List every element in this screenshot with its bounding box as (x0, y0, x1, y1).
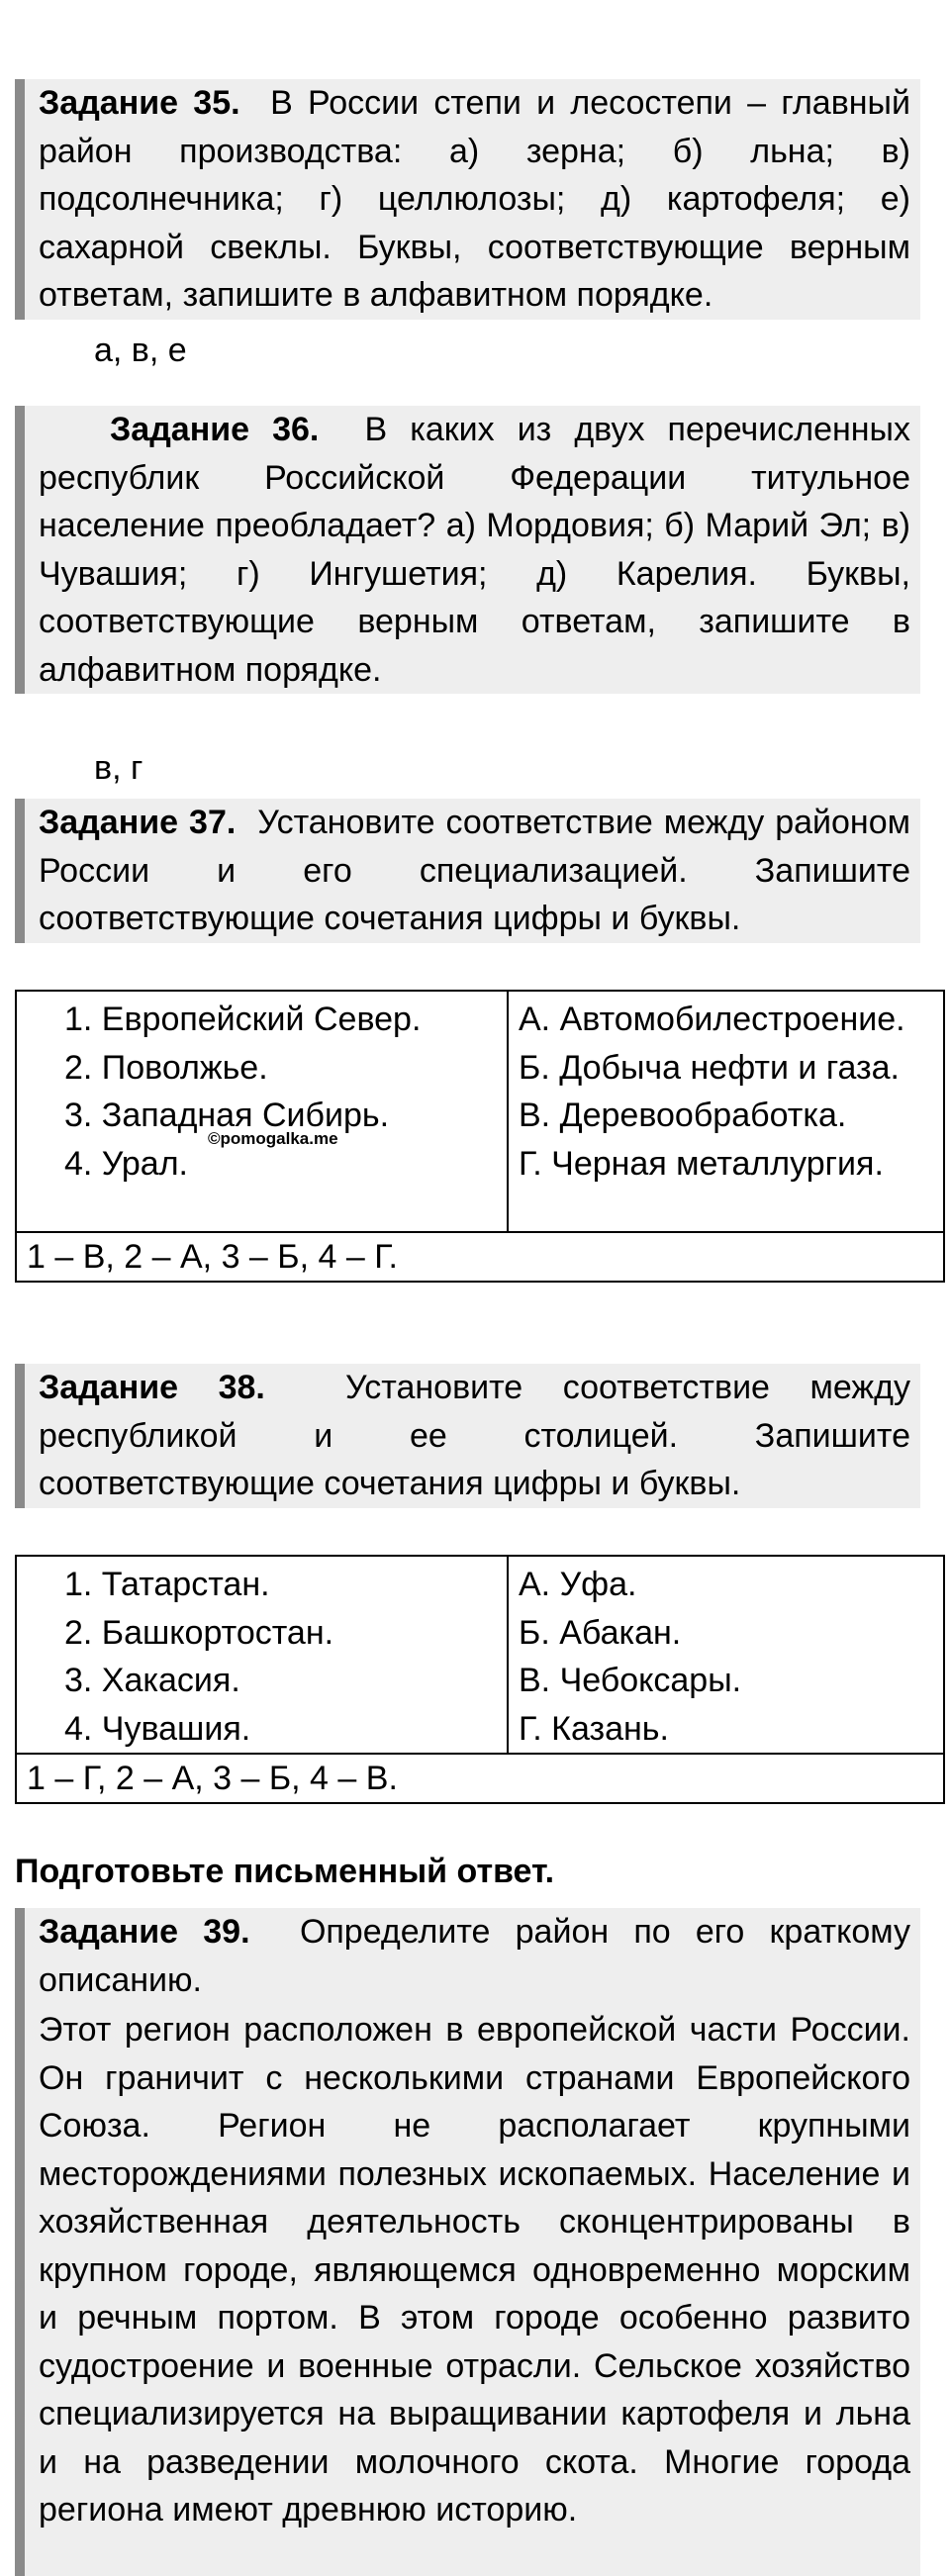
task-37-text: Установите соответствие между районом России и его специализацией. Запишите соответствующие сочетания цифры и буквы. (39, 804, 910, 937)
list-item: В. Чебоксары. (519, 1662, 742, 1699)
list-item: А. Автомобилестроение. (519, 1001, 905, 1038)
task-36-answer: в, г (94, 749, 143, 787)
list-item: 4. Урал. (64, 1144, 188, 1183)
list-item: В. Деревообработка. (519, 1097, 847, 1134)
task-38-block (15, 1364, 920, 1508)
task-38-capitals (508, 1556, 944, 1754)
task-35-block (15, 79, 920, 320)
task-39-block (15, 1908, 920, 2576)
task-35-text: В России степи и лесостепи – главный район производства: а) зерна; б) льна; в) подсолнечника; г) целлюлозы; д) картофеля; е) сахарной свеклы. Буквы, соответствующие верным ответам, запишите в алфавитном порядке. (39, 84, 910, 314)
task-38-republics (16, 1556, 508, 1754)
task-38-text: Установите соответствие между республикой и ее столицей. Запишите соответствующие сочетания цифры и буквы. (39, 1369, 910, 1502)
section-heading: Подготовьте письменный ответ. (15, 1853, 555, 1890)
task-37-result: 1 – В, 2 – А, 3 – Б, 4 – Г. (16, 1232, 944, 1282)
task-38-label: Задание 38. (39, 1369, 265, 1406)
task-36-label: Задание 36. (110, 411, 320, 448)
watermark: ©pomogalka.me (208, 1129, 338, 1148)
list-item: Г. Черная металлургия. (519, 1144, 884, 1183)
list-item: А. Уфа. (519, 1566, 637, 1603)
list-item: 1. Европейский Север. (64, 1001, 422, 1038)
list-item: 2. Поволжье. (64, 1048, 268, 1087)
list-item: Г. Казань. (519, 1709, 669, 1748)
list-item: Б. Абакан. (519, 1613, 682, 1652)
task-37-label: Задание 37. (39, 804, 237, 841)
list-item: 3. Хакасия. (64, 1662, 240, 1699)
task-37-table (15, 990, 945, 1283)
task-38-table (15, 1555, 945, 1804)
task-37-regions (16, 991, 508, 1232)
task-37-specializations (508, 991, 944, 1232)
list-item: 4. Чувашия. (64, 1709, 251, 1748)
task-35-answer: а, в, е (94, 332, 187, 369)
task-36-block (15, 406, 920, 694)
list-item: 2. Башкортостан. (64, 1613, 334, 1652)
list-item: Б. Добыча нефти и газа. (519, 1048, 900, 1087)
task-37-block (15, 799, 920, 943)
task-36-text: В каких из двух перечисленных республик Российской Федерации титульное население преобладает? а) Мордовия; б) Марий Эл; в) Чувашия; г) Ингушетия; д) Карелия. Буквы, соответствующие верным ответам, запишите в алфавитном порядке. (39, 411, 910, 689)
task-38-result: 1 – Г, 2 – А, 3 – Б, 4 – В. (16, 1754, 944, 1803)
task-35-label: Задание 35. (39, 84, 240, 122)
task-39-description: Этот регион расположен в европейской части России. Он граничит с несколькими странами Европейского Союза. Регион не располагает крупными месторождениями полезных ископаемых. Население и хозяйственная деятельность сконцентрированы в крупном городе, являющемся одновременно морским и речным портом. В этом городе особенно развито судостроение и военные отрасли. Сельское хозяйство специализируется на выращивании картофеля и льна и на разведении молочного скота. Многие города региона имеют древнюю историю. (39, 2011, 910, 2528)
list-item: 3. Западная Сибирь. (64, 1097, 390, 1134)
task-39-text: Определите район по его краткому описанию. (39, 1913, 910, 1999)
task-39-label: Задание 39. (39, 1913, 250, 1951)
list-item: 1. Татарстан. (64, 1566, 270, 1603)
